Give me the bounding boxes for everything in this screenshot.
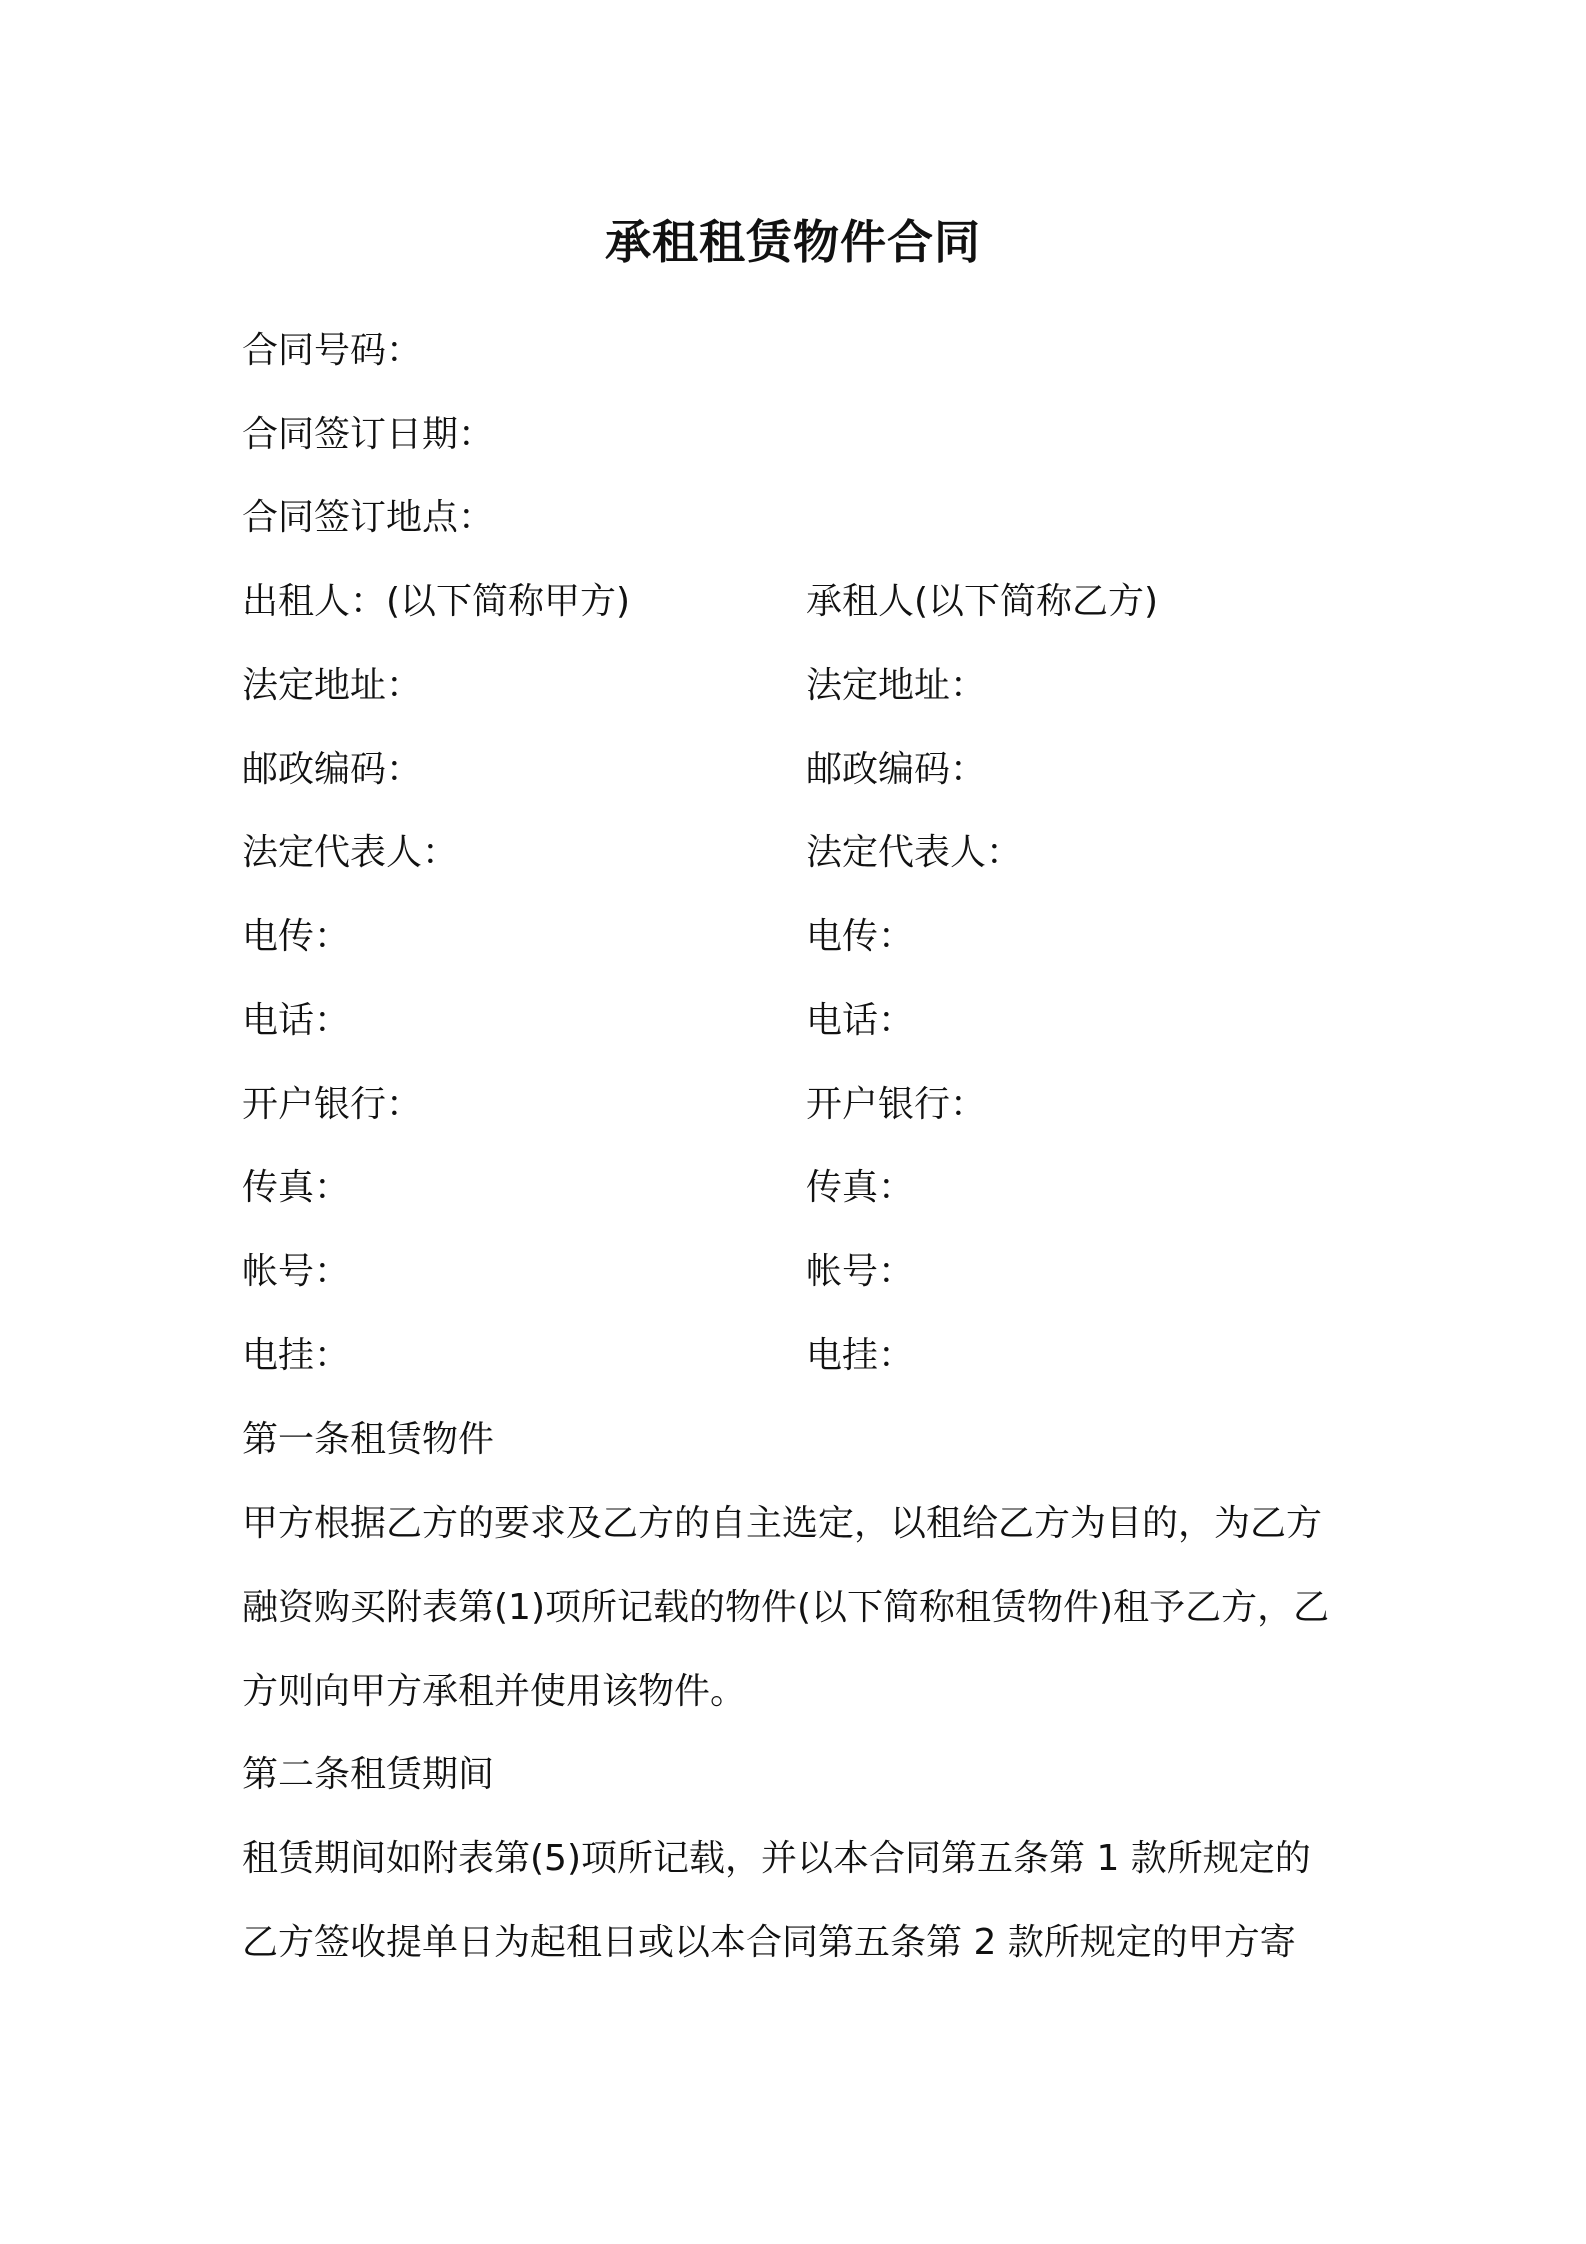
party-field-row: [242, 1332, 1352, 1380]
party-header-row: [242, 578, 1352, 626]
lessee-account-label: 帐号：: [806, 1251, 915, 1292]
lessor-telex-label: 电传：: [242, 916, 351, 957]
lessee-cable-label: 电挂：: [806, 1335, 915, 1376]
party-field-row: [242, 1081, 1352, 1129]
lessee-postcode-label: 邮政编码：: [806, 749, 987, 790]
lessor-fax-label: 传真：: [242, 1167, 351, 1208]
document-title: 承租租赁物件合同: [605, 215, 981, 269]
party-field-row: [242, 1248, 1352, 1296]
lessor-account-label: 帐号：: [242, 1251, 351, 1292]
lessor-address-label: 法定地址：: [242, 665, 423, 706]
party-field-row: [242, 829, 1352, 877]
article2-body: [242, 1817, 1352, 1985]
sign-place-label: 合同签订地点：: [242, 497, 495, 538]
party-field-row: [242, 1164, 1352, 1212]
lessee-telex-label: 电传：: [806, 916, 915, 957]
party-field-row: [242, 913, 1352, 961]
lessee-bank-label: 开户银行：: [806, 1084, 987, 1125]
party-field-row: [242, 662, 1352, 710]
sign-date-label: 合同签订日期：: [242, 414, 495, 455]
article2-heading: 第二条租赁期间: [242, 1754, 495, 1795]
lessee-phone-label: 电话：: [806, 1000, 915, 1041]
article1-line: 方则向甲方承租并使用该物件。: [242, 1671, 747, 1712]
lessee-address-label: 法定地址：: [806, 665, 987, 706]
article2-line: 租赁期间如附表第(5)项所记载，并以本合同第五条第 1 款所规定的: [242, 1838, 1311, 1879]
lessor-bank-label: 开户银行：: [242, 1084, 423, 1125]
article2-line: 乙方签收提单日为起租日或以本合同第五条第 2 款所规定的甲方寄: [242, 1922, 1296, 1963]
party-field-row: [242, 746, 1352, 794]
lessor-phone-label: 电话：: [242, 1000, 351, 1041]
article1-line: 融资购买附表第(1)项所记载的物件(以下简称租赁物件)租予乙方，乙: [242, 1587, 1330, 1628]
party-field-row: [242, 997, 1352, 1045]
article1-heading: 第一条租赁物件: [242, 1419, 495, 1460]
contract-number-label: 合同号码：: [242, 330, 423, 371]
lessor-cable-label: 电挂：: [242, 1335, 351, 1376]
lessor-postcode-label: 邮政编码：: [242, 749, 423, 790]
lessee-legal-rep-label: 法定代表人：: [806, 832, 1023, 873]
lessee-fax-label: 传真：: [806, 1167, 915, 1208]
lessee-label: 承租人(以下简称乙方): [806, 581, 1159, 622]
lessor-legal-rep-label: 法定代表人：: [242, 832, 459, 873]
lessor-label: 出租人：(以下简称甲方): [242, 581, 631, 622]
article1-body: [242, 1482, 1352, 1734]
article1-line: 甲方根据乙方的要求及乙方的自主选定，以租给乙方为目的，为乙方: [242, 1503, 1323, 1544]
